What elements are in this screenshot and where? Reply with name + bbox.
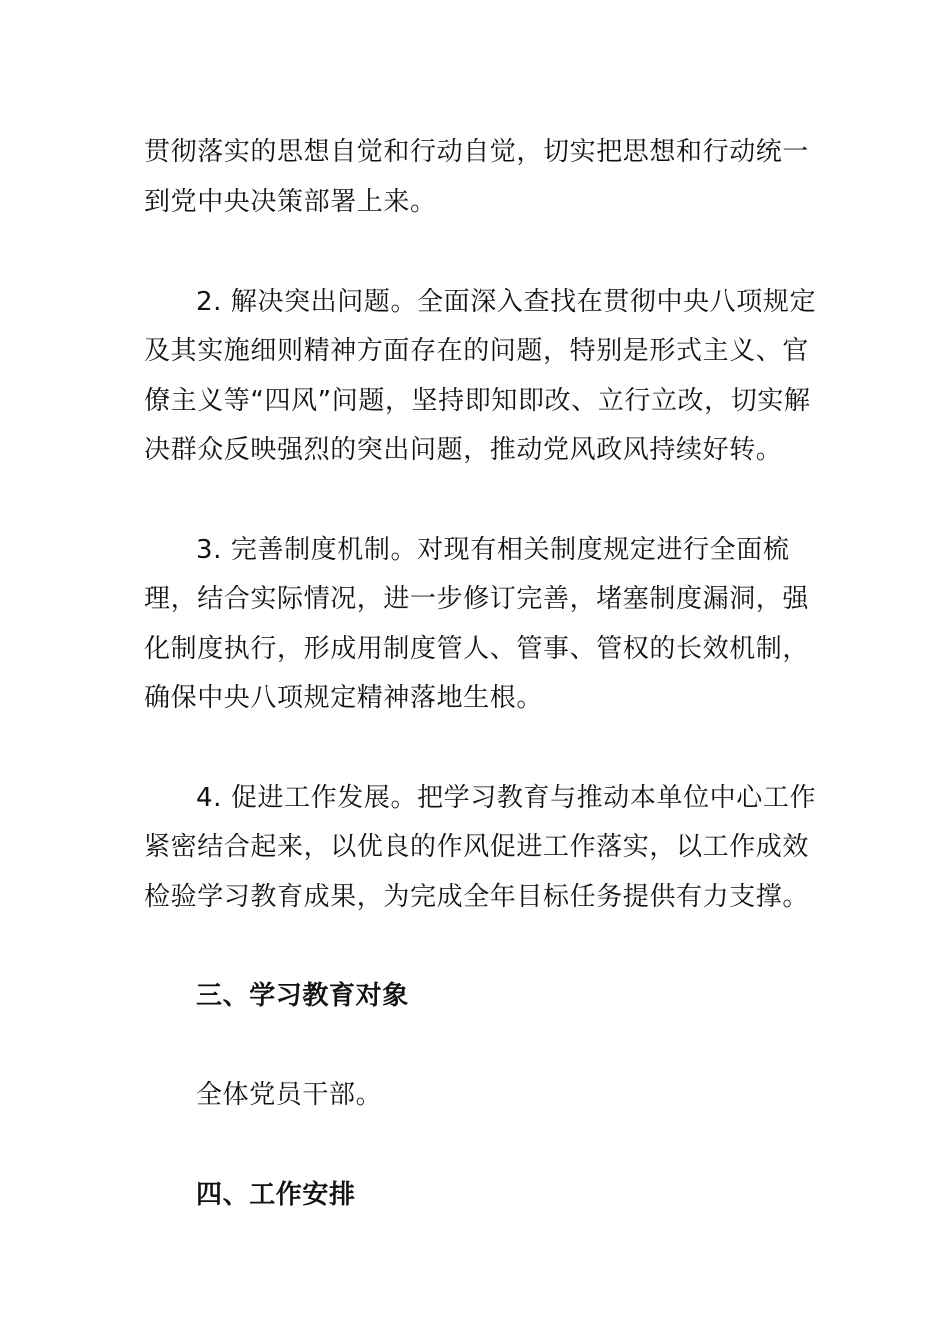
section3-body: 全体党员干部。: [196, 1080, 383, 1110]
item3-line4: 确保中央八项规定精神落地生根。: [144, 683, 544, 713]
section3-heading: 三、学习教育对象: [196, 981, 409, 1011]
item2-line3: 僚主义等“四风”问题，坚持即知即改、立行立改，切实解: [144, 386, 811, 416]
item2-line1: 2. 解决突出问题。全面深入查找在贯彻中央八项规定: [196, 287, 817, 317]
item4-line3: 检验学习教育成果，为完成全年目标任务提供有力支撑。: [144, 882, 810, 912]
item3-line1: 3. 完善制度机制。对现有相关制度规定进行全面梳: [196, 535, 790, 565]
item2-line2: 及其实施细则精神方面存在的问题，特别是形式主义、官: [144, 336, 810, 366]
para1-line1: 贯彻落实的思想自觉和行动自觉，切实把思想和行动统一: [144, 137, 810, 167]
item3-line2: 理，结合实际情况，进一步修订完善，堵塞制度漏洞，强: [144, 584, 810, 614]
item2-line4: 决群众反映强烈的突出问题，推动党风政风持续好转。: [144, 435, 783, 465]
para1-line2: 到党中央决策部署上来。: [144, 187, 437, 217]
item3-line3: 化制度执行，形成用制度管人、管事、管权的长效机制，: [144, 634, 810, 664]
item4-line1: 4. 促进工作发展。把学习教育与推动本单位中心工作: [196, 783, 817, 813]
section4-heading: 四、工作安排: [196, 1180, 356, 1210]
item4-line2: 紧密结合起来，以优良的作风促进工作落实，以工作成效: [144, 832, 810, 862]
